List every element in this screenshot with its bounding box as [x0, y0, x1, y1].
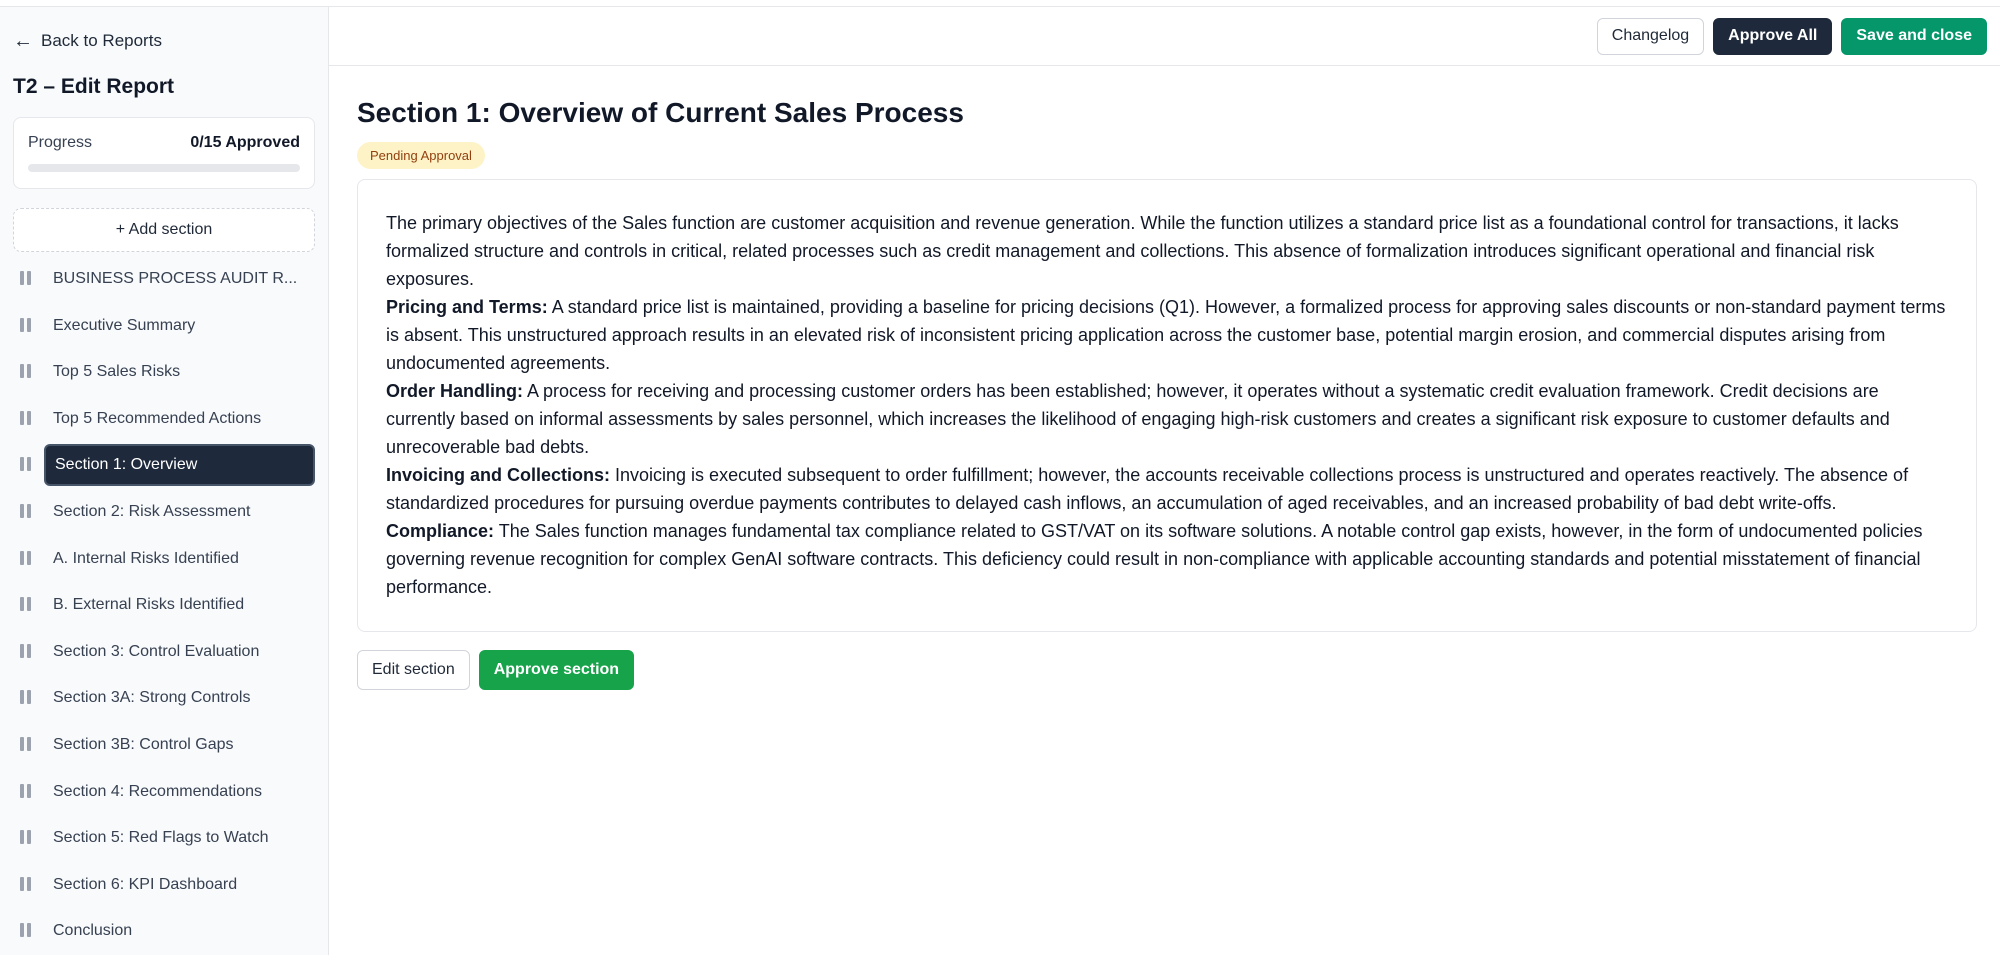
drag-handle-icon[interactable] — [20, 830, 34, 846]
edit-section-button[interactable]: Edit section — [357, 650, 470, 690]
drag-handle-icon[interactable] — [20, 504, 34, 520]
toolbar — [329, 7, 2000, 66]
status-badge: Pending Approval — [357, 142, 485, 169]
arrow-left-icon: ← — [13, 30, 33, 52]
sidebar-item[interactable] — [13, 538, 315, 580]
drag-handle-icon[interactable] — [20, 690, 34, 706]
changelog-button[interactable]: Changelog — [1597, 18, 1704, 55]
progress-card — [13, 117, 315, 189]
drag-handle-icon[interactable] — [20, 597, 34, 613]
section-nav — [13, 258, 315, 952]
drag-handle-icon[interactable] — [20, 318, 34, 334]
report-title: T2 – Edit Report — [13, 75, 175, 98]
paragraph-text: A standard price list is maintained, providing a baseline for pricing decisions (Q1). However, a formalized process for approving sales discounts or non-standard payment terms is absent. This unstructured approach results in an elevated risk of inconsistent pricing application across the customer base, potential margin erosion, and commercial disputes arising from undocumented agreements. — [386, 297, 1946, 373]
sidebar-item[interactable] — [13, 817, 315, 859]
sidebar-item-label: Section 1: Overview — [44, 444, 315, 486]
paragraph-text: Invoicing is executed subsequent to order fulfillment; however, the accounts receivable collections process is unstructured and operates reactively. The absence of standardized procedures for pursuing overdue payments contributes to delayed cash inflows, an accumulation of aged receivables, and an increased probability of bad debt write-offs. — [386, 465, 1909, 513]
sidebar-item-label: BUSINESS PROCESS AUDIT R... — [53, 270, 298, 287]
paragraph-text: The Sales function manages fundamental tax compliance related to GST/VAT on its software solutions. A notable control gap exists, however, in the form of undocumented policies governing revenue recognition for complex GenAI software contracts. This deficiency could result in non-compliance with applicable accounting standards and potential misstatement of financial performance. — [386, 521, 1923, 597]
sidebar-item[interactable] — [13, 864, 315, 906]
sidebar-item-label: Section 3: Control Evaluation — [53, 642, 260, 660]
sidebar-item[interactable] — [13, 910, 315, 952]
sidebar-item[interactable] — [13, 258, 315, 300]
sidebar-item[interactable] — [13, 724, 315, 766]
sidebar-item[interactable] — [13, 444, 315, 486]
approve-all-button[interactable]: Approve All — [1713, 18, 1832, 55]
sidebar-item-label: B. External Risks Identified — [53, 596, 245, 614]
back-label: Back to Reports — [41, 31, 162, 50]
back-to-reports-link[interactable] — [13, 27, 315, 55]
section-paragraph — [386, 517, 1948, 601]
sidebar-item-label: Executive Summary — [53, 316, 196, 334]
drag-handle-icon[interactable] — [20, 737, 34, 753]
section-title: Section 1: Overview of Current Sales Process — [357, 97, 964, 128]
sidebar-item-label: A. Internal Risks Identified — [53, 549, 239, 567]
drag-handle-icon[interactable] — [20, 271, 34, 287]
sidebar-item[interactable] — [13, 305, 315, 347]
section-actions — [357, 650, 1977, 690]
paragraph-heading: Invoicing and Collections: — [386, 465, 611, 485]
drag-handle-icon[interactable] — [20, 551, 34, 567]
sidebar-item[interactable] — [13, 584, 315, 626]
sidebar-item-label: Section 5: Red Flags to Watch — [53, 829, 269, 847]
sidebar-item[interactable] — [13, 771, 315, 813]
sidebar-item-label: Section 2: Risk Assessment — [53, 502, 251, 520]
drag-handle-icon[interactable] — [20, 364, 34, 380]
progress-bar — [28, 164, 300, 172]
sidebar-item-label: Section 3B: Control Gaps — [53, 735, 234, 753]
paragraph-heading: Pricing and Terms: — [386, 297, 548, 317]
main-panel — [329, 7, 2000, 955]
sidebar-item-label: Top 5 Sales Risks — [53, 363, 181, 381]
add-section-button[interactable]: + Add section — [13, 208, 315, 252]
sidebar-item-label: Top 5 Recommended Actions — [53, 409, 262, 427]
sidebar — [0, 7, 329, 955]
sidebar-item[interactable] — [13, 677, 315, 719]
drag-handle-icon[interactable] — [20, 877, 34, 893]
section-paragraph — [386, 293, 1948, 377]
progress-label: Progress — [28, 134, 93, 151]
sidebar-item-label: Conclusion — [53, 922, 133, 940]
sidebar-item-label: Section 6: KPI Dashboard — [53, 875, 238, 893]
drag-handle-icon[interactable] — [20, 457, 34, 473]
drag-handle-icon[interactable] — [20, 784, 34, 800]
sidebar-item[interactable] — [13, 491, 315, 533]
drag-handle-icon[interactable] — [20, 411, 34, 427]
paragraph-heading: Compliance: — [386, 521, 495, 541]
sidebar-item[interactable] — [13, 631, 315, 673]
drag-handle-icon[interactable] — [20, 644, 34, 660]
section-content — [329, 97, 2000, 690]
approve-section-button[interactable]: Approve section — [479, 650, 634, 690]
section-paragraph — [386, 461, 1948, 517]
sidebar-item[interactable] — [13, 351, 315, 393]
app-window — [0, 6, 2000, 955]
sidebar-item[interactable] — [13, 398, 315, 440]
paragraph-text: The primary objectives of the Sales function are customer acquisition and revenue generation. While the function utilizes a standard price list as a foundational control for transactions, it lacks formalized structure and controls in critical, related processes such as credit management and collections. This absence of formalization introduces significant operational and financial risk exposures. — [386, 213, 1899, 289]
section-paragraph — [386, 377, 1948, 461]
save-and-close-button[interactable]: Save and close — [1841, 18, 1987, 55]
sidebar-item-label: Section 3A: Strong Controls — [53, 689, 251, 707]
paragraph-text: A process for receiving and processing customer orders has been established; however, it operates without a systematic credit evaluation framework. Credit decisions are currently based on informal assessments by sales personnel, which increases the likelihood of engaging high-risk customers and creates a significant risk exposure to customer defaults and unrecoverable bad debts. — [386, 381, 1890, 457]
sidebar-item-label: Section 4: Recommendations — [53, 782, 262, 800]
drag-handle-icon[interactable] — [20, 923, 34, 939]
progress-value: 0/15 Approved — [190, 134, 300, 151]
paragraph-heading: Order Handling: — [386, 381, 524, 401]
section-body — [357, 179, 1977, 632]
section-paragraph — [386, 209, 1948, 293]
